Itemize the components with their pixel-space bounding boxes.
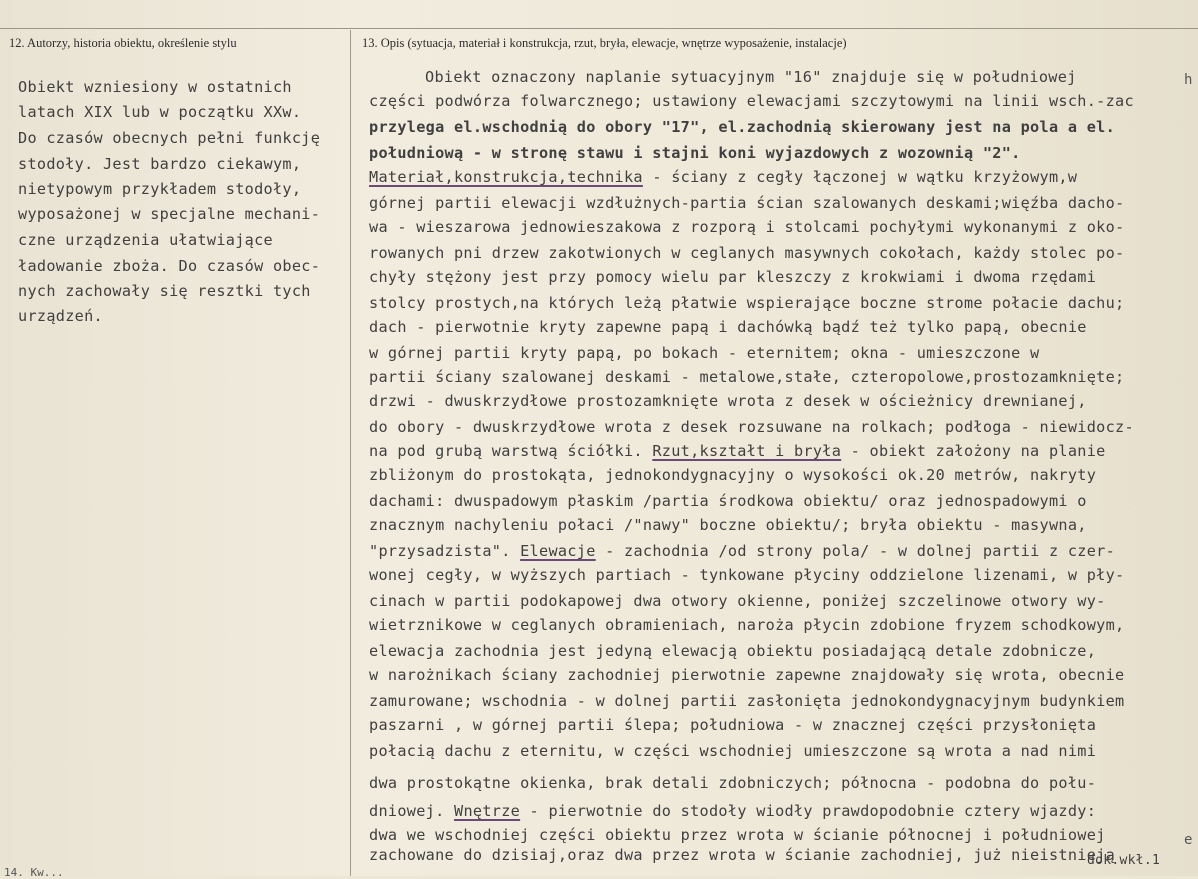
description-line: [369, 92, 1134, 110]
history-line: latach XIX lub w początku XXw.: [18, 103, 302, 121]
line-text: dniowej.: [369, 802, 454, 820]
line-text: dachami: dwuspadowym płaskim /partia środkowa obiektu/ oraz jednospadowymi o: [369, 492, 1087, 510]
description-line: [369, 566, 1125, 584]
history-line: czne urządzenia ułatwiające: [18, 231, 273, 249]
description-line: [369, 492, 1087, 510]
line-text: dwa we wschodniej części obiektu przez wrota w ścianie północnej i południowej: [369, 826, 1106, 844]
line-text: dach - pierwotnie kryty zapewne papą i dachówką bądź też tylko papą, obecnie: [369, 318, 1087, 336]
description-line: [369, 144, 1021, 162]
description-line: [369, 516, 1087, 534]
description-line: [369, 218, 1125, 236]
line-text: cinach w partii podokapowej dwa otwory okienne, poniżej szczelinowe otwory wy-: [369, 592, 1106, 610]
line-text: - obiekt założony na planie: [841, 442, 1106, 460]
description-line: [369, 542, 1115, 560]
description-line: [369, 846, 1115, 864]
line-text: stolcy prostych,na których leżą płatwie wspierające boczne strome połacie dachu;: [369, 294, 1125, 312]
line-text: elewacja zachodnia jest jedyną elewacją obiektu posiadającą detale zdobnicze,: [369, 642, 1097, 660]
description-line: [369, 616, 1125, 634]
line-text: drzwi - dwuskrzydłowe prostozamknięte wrota z desek w ościeżnicy drewnianej,: [369, 392, 1087, 410]
line-text: zachowane do dzisiaj,oraz dwa przez wrota w ścianie zachodniej, już nieistnieją: [369, 846, 1116, 864]
line-text: wonej cegły, w wyższych partiach - tynkowane płyciny oddzielone lizenami, w pły-: [369, 566, 1125, 584]
history-line: Obiekt wzniesiony w ostatnich: [18, 78, 292, 96]
margin-mark-bottom: e: [1184, 832, 1193, 848]
description-line: [369, 666, 1125, 684]
header-rule: [0, 28, 1198, 29]
description-line: [369, 716, 1096, 734]
line-text: znacznym nachyleniu połaci /"nawy" boczne obiektu/; bryła obiektu - masywna,: [369, 516, 1087, 534]
next-section-fragment: 14. Kw...: [4, 866, 64, 879]
section-heading: Rzut,kształt i bryła: [652, 442, 842, 460]
line-text: zamurowane; wschodnia - w dolnej partii zasłonięta jednokondygnacyjnym budynkiem: [369, 692, 1125, 710]
line-text: Obiekt oznaczony naplanie sytuacyjnym "16" znajduje się w południowej: [425, 68, 1077, 86]
line-text: - ściany z cegły łączonej w wątku krzyżowym,w: [642, 168, 1078, 186]
description-line: [369, 344, 1040, 362]
section-heading: Materiał,konstrukcja,technika: [369, 168, 643, 186]
line-text: połacią dachu z eternitu, w części wschodniej umieszczone są wrota a nad nimi: [369, 742, 1097, 760]
section-12-header: 12. Autorzy, historia obiektu, określenie stylu: [9, 36, 237, 50]
line-text: - zachodnia /od strony pola/ - w dolnej partii z czer-: [595, 542, 1116, 560]
line-text: wa - wieszarowa jednowieszakowa z rozporą i stolcami pochyłymi wykonanymi z oko-: [369, 218, 1125, 236]
line-text: do obory - dwuskrzydłowe wrota z desek rozsuwane na rolkach; podłoga - niewidocz-: [369, 418, 1134, 436]
description-line: [369, 194, 1125, 212]
description-line: [369, 826, 1106, 844]
line-text: paszarni , w górnej partii ślepa; południowa - w znacznej części przysłonięta: [369, 716, 1097, 734]
history-line: ładowanie zboża. Do czasów obec-: [18, 257, 321, 275]
line-text: na pod grubą warstwą ściółki.: [369, 442, 653, 460]
line-text: rowanych pni drzew zakotwionych w ceglanych masywnych cokołach, każdy stolec po-: [369, 244, 1125, 262]
description-line: [369, 392, 1087, 410]
line-text: w narożnikach ściany zachodniej pierwotnie zapewne znajdowały się wrota, obecnie: [369, 666, 1125, 684]
history-line: wyposażonej w specjalne mechani-: [18, 205, 321, 223]
section-heading: Wnętrze: [454, 802, 521, 820]
line-text: - pierwotnie do stodoły wiodły prawdopodobnie cztery wjazdy:: [520, 802, 1097, 820]
line-text: części podwórza folwarcznego; ustawiony elewacjami szczytowymi na linii wsch.-zac: [369, 92, 1134, 110]
description-line: [369, 318, 1087, 336]
description-line: [369, 466, 1096, 484]
line-text: zbliżonym do prostokąta, jednokondygnacyjny o wysokości ok.20 metrów, nakryty: [369, 466, 1097, 484]
line-text: przylega el.wschodnią do obory "17", el.zachodnią skierowany jest na pola a el.: [369, 118, 1116, 136]
line-text: w górnej partii kryty papą, po bokach - eternitem; okna - umieszczone w: [369, 344, 1040, 362]
description-line: [369, 802, 1096, 820]
line-text: górnej partii elewacji wzdłużnych-partia ścian szalowanych deskami;więźba dacho-: [369, 194, 1125, 212]
line-text: chyły stężony jest przy pomocy wielu par kleszczy z krokwiami i dwoma rzędami: [369, 268, 1097, 286]
column-divider: [350, 30, 351, 876]
description-line: [369, 418, 1134, 436]
description-line: [369, 168, 1077, 186]
description-line: [369, 774, 1096, 792]
description-line: [369, 368, 1125, 386]
section-heading: Elewacje: [520, 542, 596, 560]
section-13-header: 13. Opis (sytuacja, materiał i konstrukcja, rzut, bryła, elewacje, wnętrze wyposażenie, instalacje): [362, 36, 847, 50]
description-line: [369, 742, 1096, 760]
history-line: stodoły. Jest bardzo ciekawym,: [18, 155, 302, 173]
description-line: [369, 642, 1096, 660]
line-text: "przysadzista".: [369, 542, 521, 560]
history-line: Do czasów obecnych pełni funkcję: [18, 129, 321, 147]
description-line: [369, 442, 1106, 460]
history-line: nych zachowały się resztki tych: [18, 282, 311, 300]
description-line: [369, 692, 1125, 710]
description-line: [369, 268, 1096, 286]
history-line: urządzeń.: [18, 307, 103, 325]
line-text: południową - w stronę stawu i stajni koni wyjazdowych z wozownią "2".: [369, 144, 1021, 162]
description-line: [369, 294, 1125, 312]
margin-mark-top: h: [1184, 72, 1193, 88]
line-text: dwa prostokątne okienka, brak detali zdobniczych; północna - podobna do połu-: [369, 774, 1097, 792]
description-line: [369, 244, 1125, 262]
description-line: [369, 592, 1106, 610]
line-text: wietrznikowe w ceglanych obramieniach, naroża płycin zdobione fryzem schodkowym,: [369, 616, 1125, 634]
description-line: [425, 68, 1077, 86]
continuation-note: dok.wkł.1: [1087, 853, 1161, 868]
line-text: partii ściany szalowanej deskami - metalowe,stałe, czteropolowe,prostozamknięte;: [369, 368, 1125, 386]
description-line: [369, 118, 1115, 136]
history-line: nietypowym przykładem stodoły,: [18, 180, 302, 198]
